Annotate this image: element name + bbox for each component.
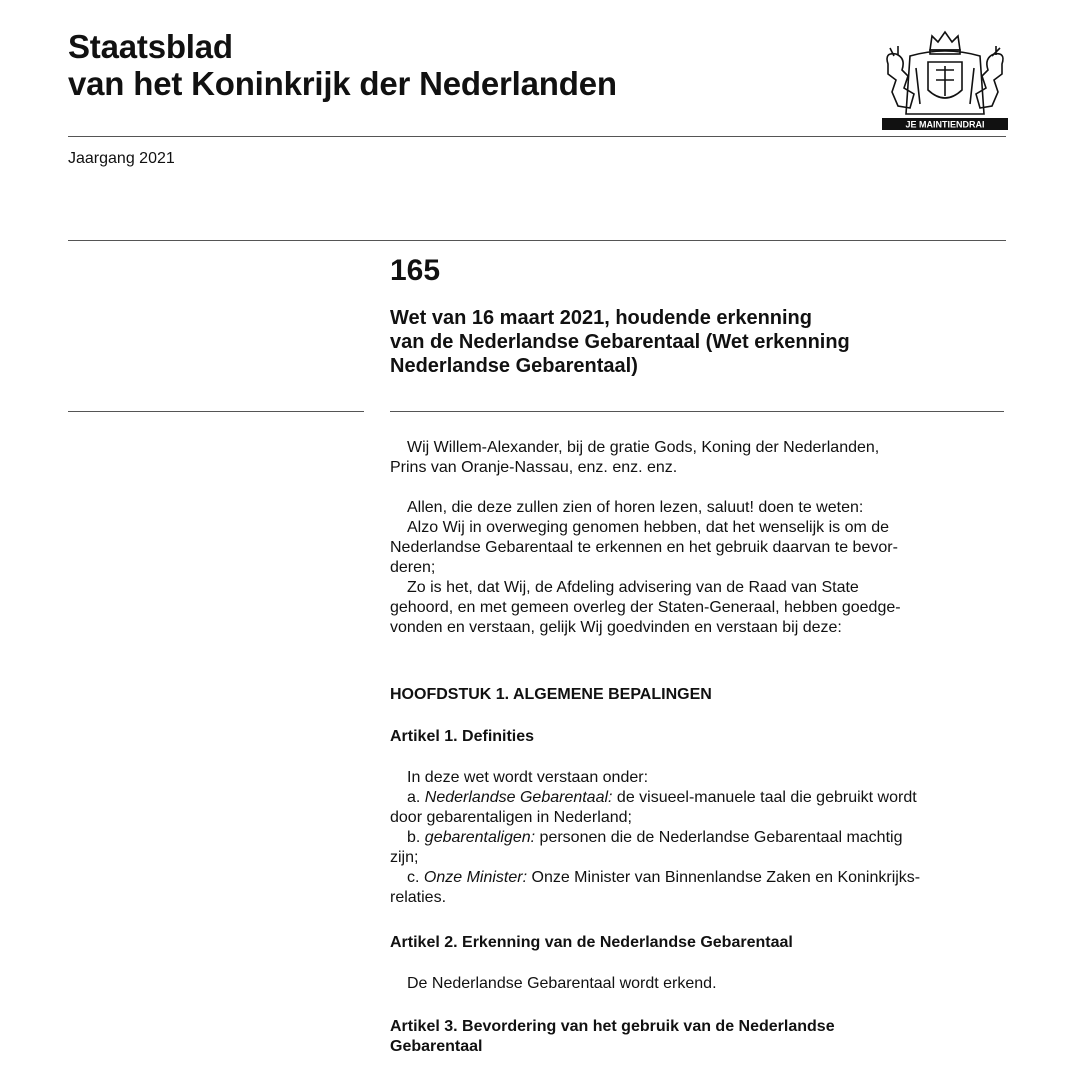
- preamble-line: Zo is het, dat Wij, de Afdeling advisering van de Raad van State: [407, 579, 859, 596]
- definition-term: Nederlandse Gebarentaal:: [424, 789, 613, 806]
- definition-c-cont: relaties.: [390, 889, 447, 906]
- definition-text: Onze Minister van Binnenlandse Zaken en Koninkrijks-: [527, 869, 921, 886]
- left-divider: [68, 411, 364, 412]
- preamble-line: Nederlandse Gebarentaal te erkennen en het gebruik daarvan te bevor-: [390, 539, 898, 556]
- preamble-line: deren;: [390, 559, 436, 576]
- law-title-line-1: Wet van 16 maart 2021, houdende erkenning: [390, 307, 812, 329]
- definition-c: [390, 868, 1010, 888]
- definition-a: [390, 788, 1010, 808]
- definition-label: b.: [407, 829, 421, 846]
- definition-text: de visueel-manuele taal die gebruikt wordt: [612, 789, 917, 806]
- preamble: [390, 438, 1010, 638]
- top-divider: [68, 136, 1006, 137]
- masthead-line-2: van het Koninkrijk der Nederlanden: [68, 65, 617, 102]
- article-1-intro: In deze wet wordt verstaan onder:: [407, 769, 649, 786]
- article-2-body: [390, 974, 1010, 994]
- masthead: [68, 28, 617, 102]
- article-2-title: Artikel 2. Erkenning van de Nederlandse Gebarentaal: [390, 934, 793, 951]
- definition-text: personen die de Nederlandse Gebarentaal machtig: [535, 829, 903, 846]
- preamble-line: Allen, die deze zullen zien of horen lezen, saluut! doen te weten:: [407, 499, 864, 516]
- definition-term: gebarentaligen:: [424, 829, 536, 846]
- article-3-title-line-1: Artikel 3. Bevordering van het gebruik van de Nederlandse: [390, 1018, 835, 1035]
- article-3-title: [390, 1017, 835, 1057]
- section-divider: [68, 240, 1006, 241]
- preamble-line: Prins van Oranje-Nassau, enz. enz. enz.: [390, 459, 678, 476]
- law-title-line-3: Nederlandse Gebarentaal): [390, 355, 638, 377]
- crest-motto: JE MAINTIENDRAI: [905, 119, 985, 130]
- publication-number: 165: [390, 254, 441, 287]
- law-title-line-2: van de Nederlandse Gebarentaal (Wet erkenning: [390, 331, 850, 353]
- law-title: [390, 306, 1010, 378]
- article-1-title: Artikel 1. Definities: [390, 728, 535, 745]
- preamble-line: Alzo Wij in overweging genomen hebben, dat het wenselijk is om de: [407, 519, 890, 536]
- preamble-line: gehoord, en met gemeen overleg der Staten-Generaal, hebben goedge-: [390, 599, 901, 616]
- right-divider: [390, 411, 1004, 412]
- definition-label: c.: [407, 869, 420, 886]
- preamble-line: Wij Willem-Alexander, bij de gratie Gods, Koning der Nederlanden,: [407, 439, 880, 456]
- definition-b-cont: zijn;: [390, 849, 419, 866]
- chapter-1-heading: HOOFDSTUK 1. ALGEMENE BEPALINGEN: [390, 686, 712, 703]
- definition-b: [390, 828, 1010, 848]
- definition-label: a.: [407, 789, 421, 806]
- coat-of-arms-icon: [880, 28, 1010, 132]
- jaargang: Jaargang 2021: [68, 150, 175, 167]
- article-2-text: De Nederlandse Gebarentaal wordt erkend.: [407, 975, 717, 992]
- definition-term: Onze Minister:: [423, 869, 528, 886]
- masthead-line-1: Staatsblad: [68, 28, 233, 65]
- definition-a-cont: door gebarentaligen in Nederland;: [390, 809, 632, 826]
- article-3-title-line-2: Gebarentaal: [390, 1038, 483, 1055]
- preamble-line: vonden en verstaan, gelijk Wij goedvinden en verstaan bij deze:: [390, 619, 842, 636]
- article-1-body: [390, 768, 1010, 908]
